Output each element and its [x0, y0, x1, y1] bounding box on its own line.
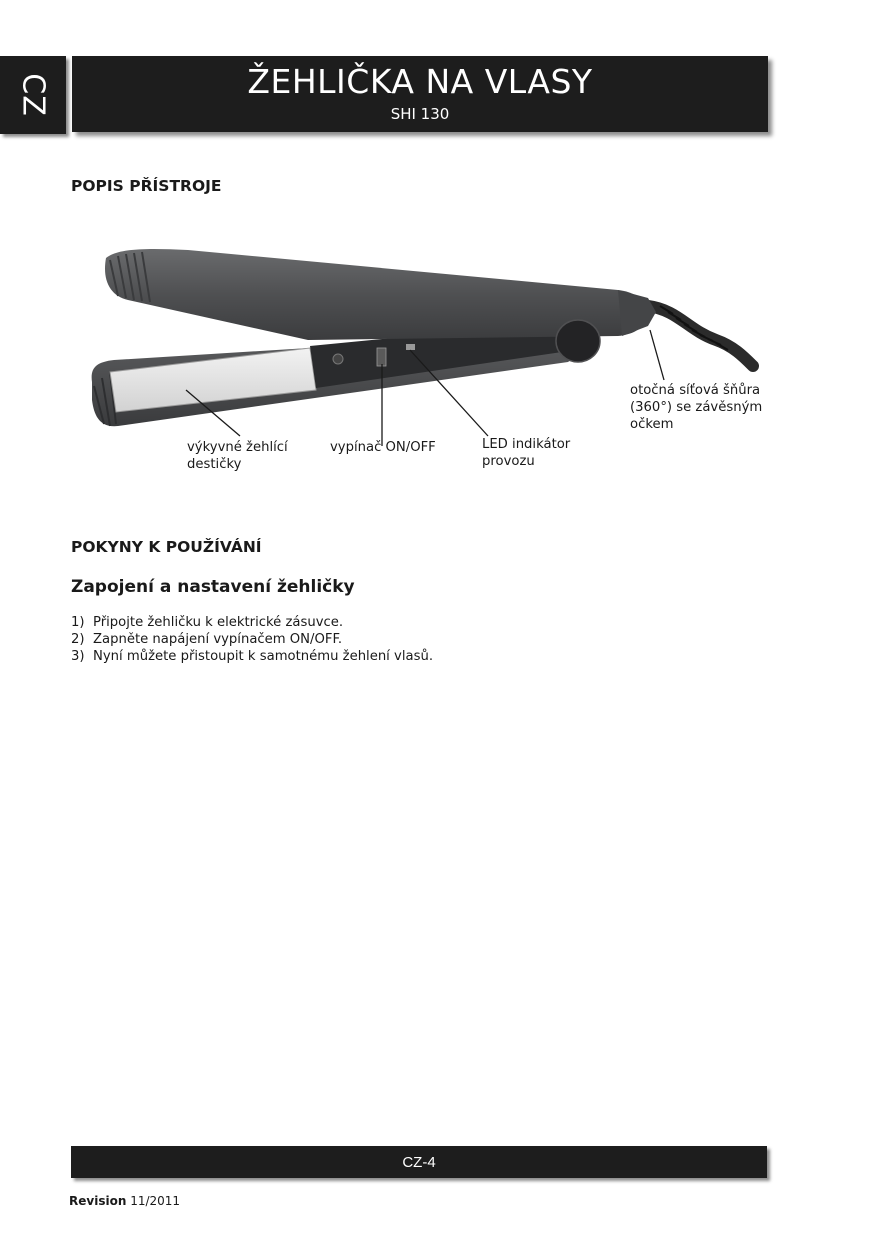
subsection-heading-setup: Zapojení a nastavení žehličky	[71, 577, 355, 597]
language-tab	[0, 56, 66, 134]
revision-label: Revision	[69, 1194, 127, 1208]
label-led: LED indikátor provozu	[482, 437, 571, 469]
label-switch: vypínač ON/OFF	[330, 440, 436, 455]
revision-date: 11/2011	[130, 1194, 181, 1208]
revision-note	[69, 1194, 180, 1208]
footer-bar	[71, 1146, 767, 1178]
control-button	[333, 354, 343, 364]
list-item: 3) Nyní můžete přistoupit k samotnému žehlení vlasů.	[71, 649, 434, 664]
language-code: CZ	[15, 73, 51, 117]
leader-cord	[650, 330, 664, 380]
section-heading-usage: POKYNY K POUŽÍVÁNÍ	[71, 538, 262, 556]
page-number: CZ-4	[402, 1154, 436, 1171]
led-light	[406, 344, 415, 350]
hinge	[618, 290, 656, 336]
power-switch	[377, 348, 386, 366]
swivel-knob	[556, 320, 600, 362]
list-item: 2) Zapněte napájení vypínačem ON/OFF.	[71, 632, 343, 647]
section-heading-description: POPIS PŘÍSTROJE	[71, 177, 222, 195]
title-bar	[72, 56, 768, 132]
list-item: 1) Připojte žehličku k elektrické zásuvce.	[71, 615, 344, 630]
page-title: ŽEHLIČKA NA VLASY	[247, 62, 593, 101]
label-plates: výkyvné žehlící destičky	[187, 440, 288, 472]
model-number: SHI 130	[390, 105, 450, 123]
setup-steps-list	[71, 614, 433, 665]
label-cord: otočná síťová šňůra (360°) se závěsným očkem	[630, 383, 763, 432]
